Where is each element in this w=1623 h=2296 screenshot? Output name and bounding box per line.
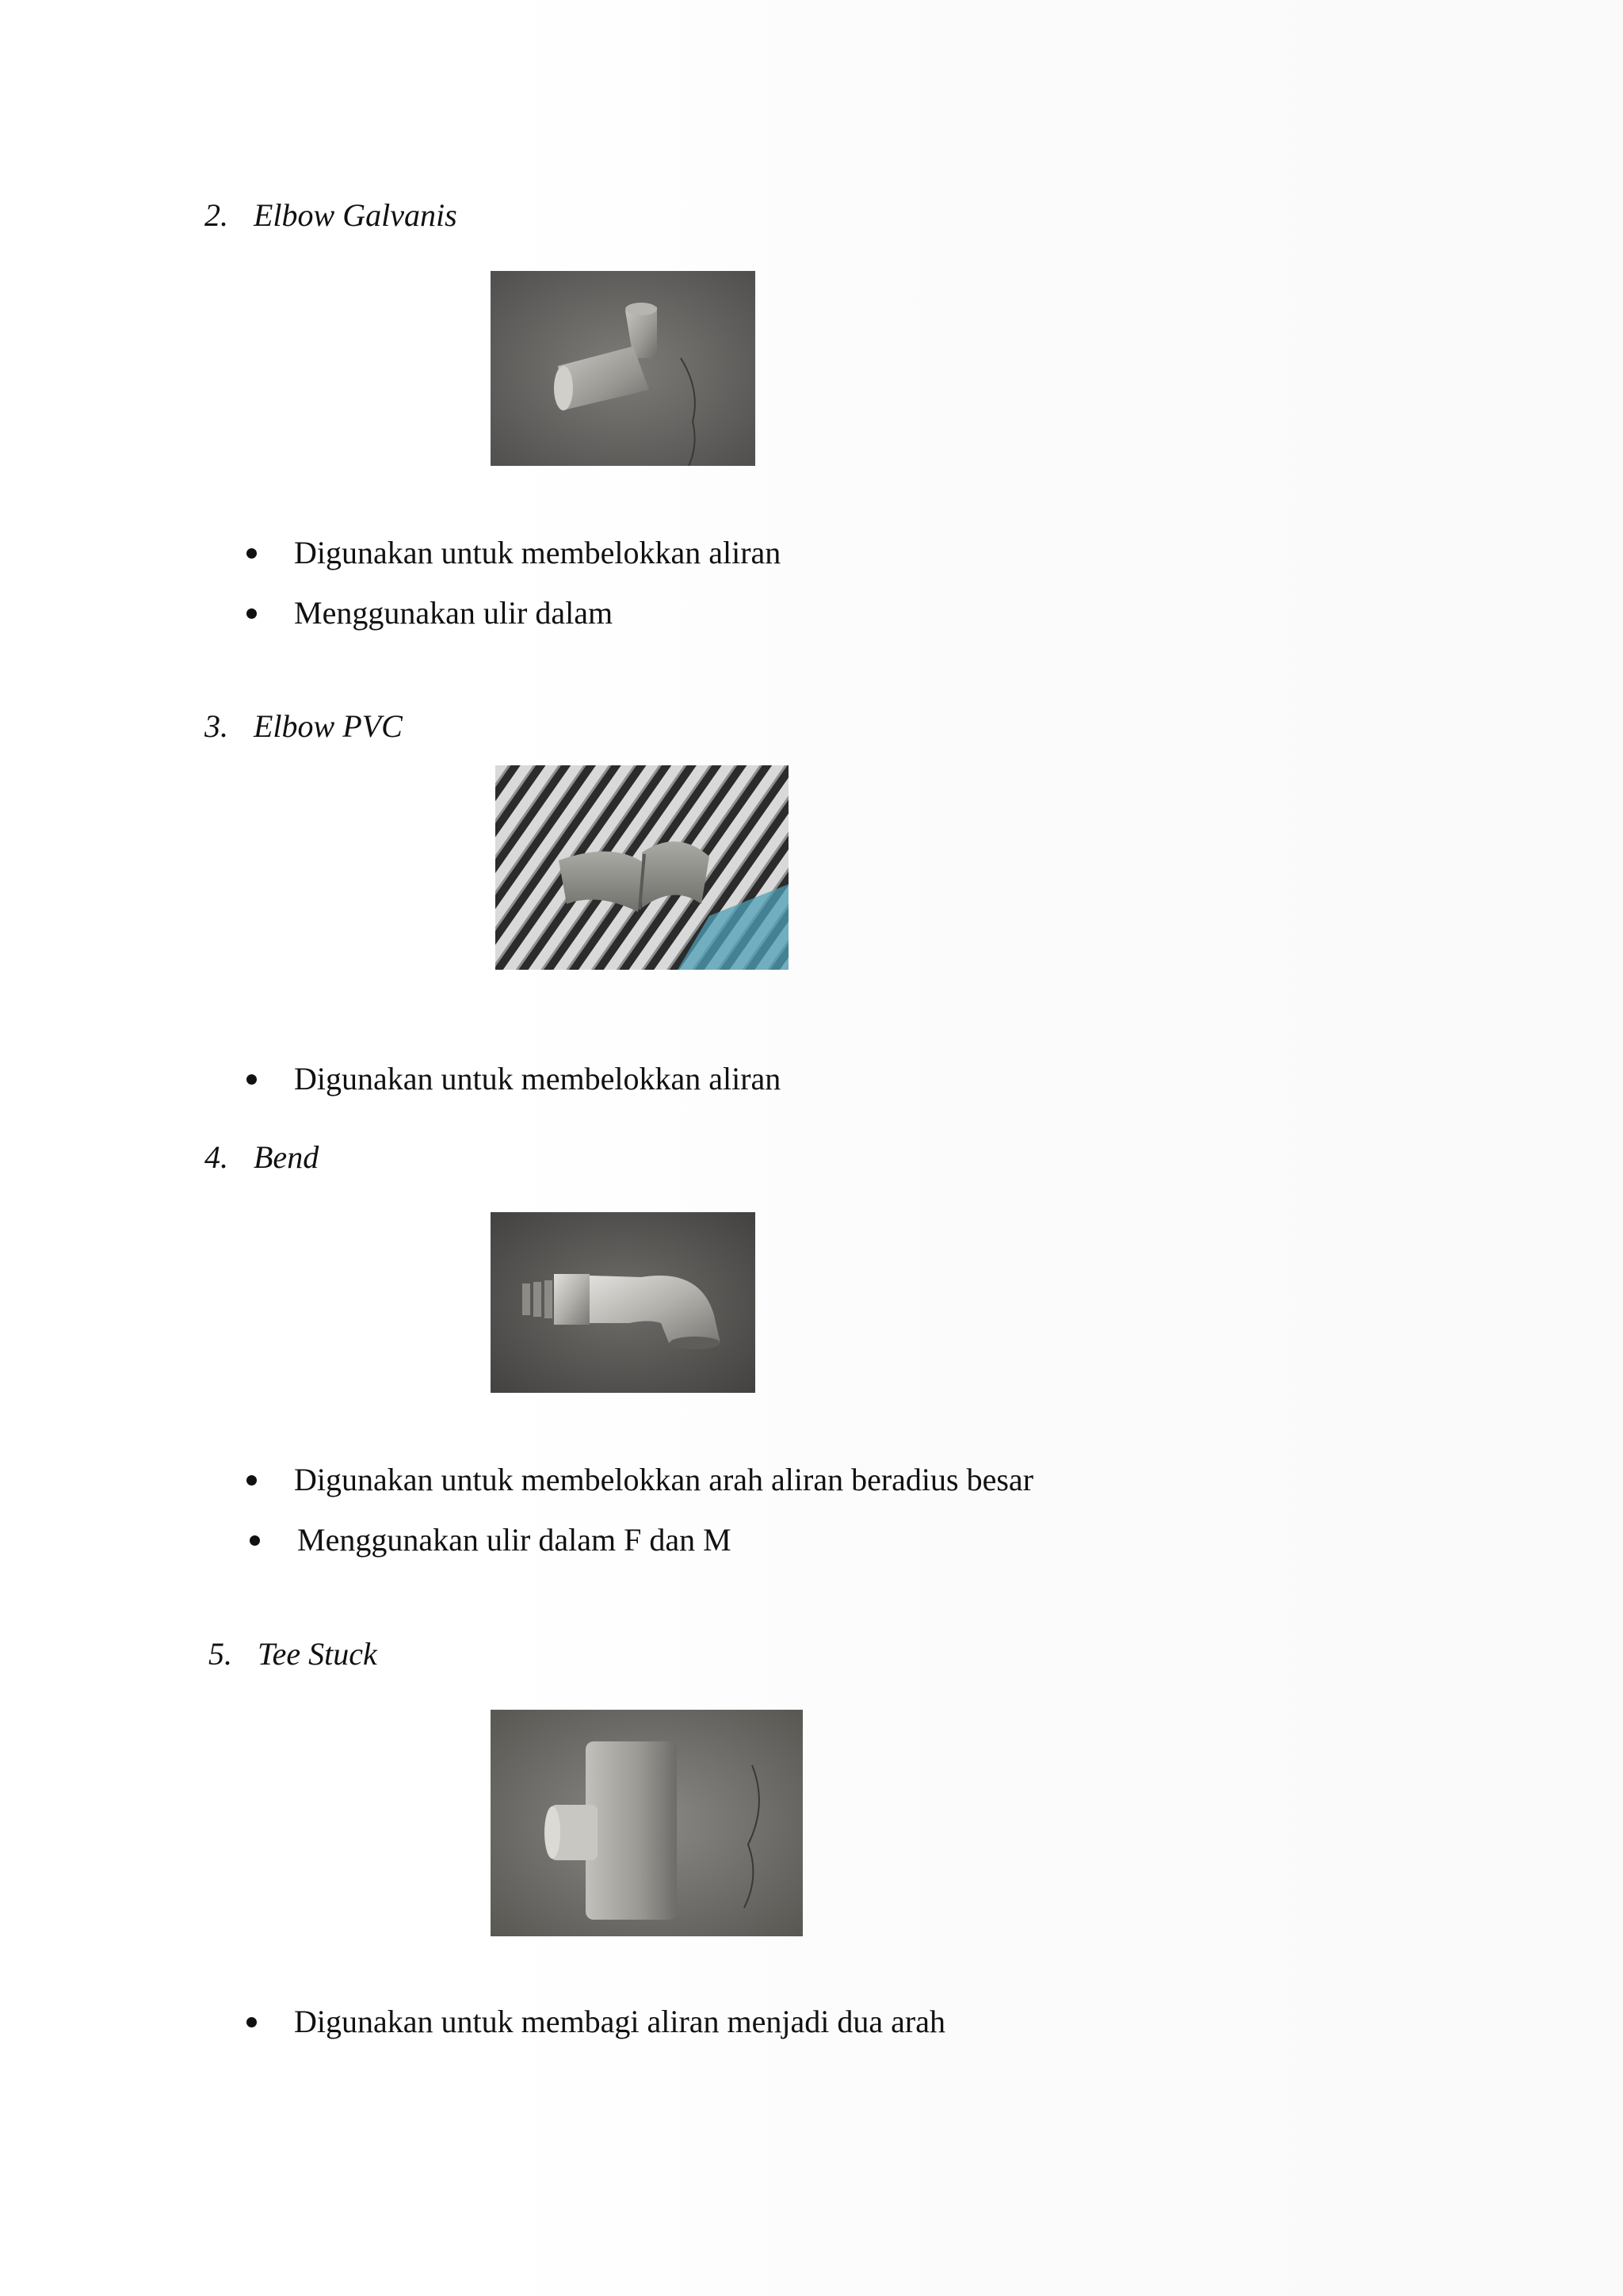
section-heading-elbow-galvanis xyxy=(204,196,457,235)
bullet-dot xyxy=(246,2017,257,2027)
photo-tee xyxy=(491,1710,803,1936)
bullet-dot xyxy=(246,608,257,619)
section-heading-bend xyxy=(204,1138,319,1177)
bullet-dot xyxy=(246,1074,257,1085)
section-title: Bend xyxy=(254,1139,319,1175)
section-heading-tee-stuck xyxy=(208,1635,377,1673)
photo-bend xyxy=(491,1212,755,1393)
photo-galvanized-elbow xyxy=(491,271,755,466)
section-title: Elbow PVC xyxy=(254,708,403,744)
section-title: Elbow Galvanis xyxy=(254,197,457,233)
bullet-dot xyxy=(250,1535,260,1546)
document-page: 2. Elbow Galvanis Digunakan untuk membelokkan aliran Menggunakan ulir dalam 3. Elbow PVC Digunakan untuk membelokkan aliran 4. Bend Digunakan untuk membelokkan arah aliran beradius besar Menggunakan ulir dalam F dan M 5. Tee Stuck Digunakan untuk membagi aliran menjadi dua arah xyxy=(0,0,1623,2296)
bullet-dot xyxy=(246,548,257,559)
section-number: 2. xyxy=(204,197,228,233)
section-heading-elbow-pvc xyxy=(204,707,403,746)
section-number: 4. xyxy=(204,1139,228,1175)
bullet-dot xyxy=(246,1475,257,1486)
section-title: Tee Stuck xyxy=(258,1636,377,1672)
section-number: 5. xyxy=(208,1636,232,1672)
section-number: 3. xyxy=(204,708,228,744)
photo-pvc-elbow xyxy=(495,765,789,970)
